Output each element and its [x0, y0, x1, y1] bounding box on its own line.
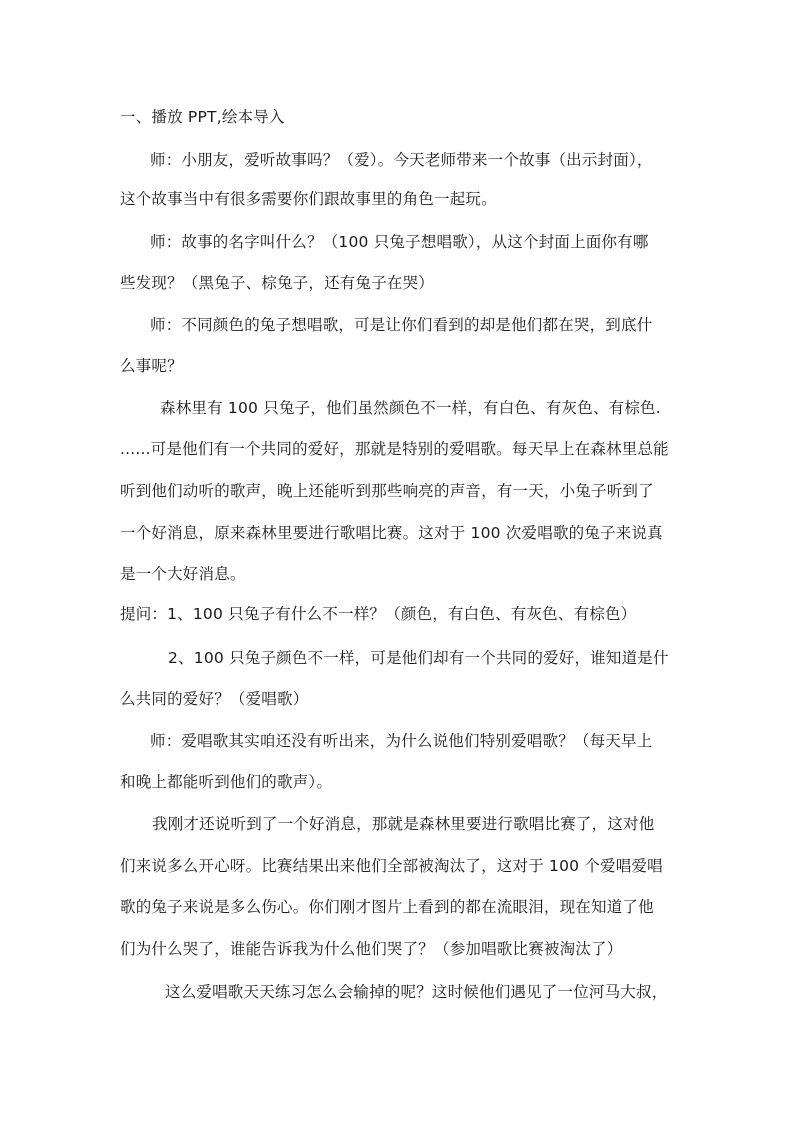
- text-line: 师：小朋友，爱听故事吗？（爱）。今天老师带来一个故事（出示封面），: [150, 151, 653, 169]
- text-line: 我刚才还说听到了一个好消息，那就是森林里要进行歌唱比赛了，这对他: [152, 815, 655, 833]
- text-line: ......可是他们有一个共同的爱好，那就是特别的爱唱歌。每天早上在森林里总能: [120, 440, 669, 458]
- text-line: 师：不同颜色的兔子想唱歌，可是让你们看到的却是他们都在哭，到底什: [150, 316, 653, 334]
- text-line: 这个故事当中有很多需要你们跟故事里的角色一起玩。: [120, 190, 497, 208]
- text-line: 们来说多么开心呀。比赛结果出来他们全部被淘汰了，这对于 100 个爱唱爱唱: [120, 857, 663, 875]
- text-line: 们为什么哭了，谁能告诉我为什么他们哭了？（参加唱歌比赛被淘汰了）: [120, 940, 623, 958]
- text-line: 么事呢？: [120, 357, 183, 375]
- text-line: 么共同的爱好？（爱唱歌）: [120, 690, 309, 708]
- question-line: 提问：1、100 只兔子有什么不一样？（颜色，有白色、有灰色、有棕色）: [120, 605, 637, 623]
- text-line: 和晚上都能听到他们的歌声）。: [120, 773, 333, 791]
- text-line: 歌的兔子来说是多么伤心。你们刚才图片上看到的都在流眼泪，现在知道了他: [120, 898, 654, 916]
- question-line: 2、100 只兔子颜色不一样，可是他们却有一个共同的爱好，谁知道是什: [168, 649, 669, 667]
- text-line: 这么爱唱歌天天练习怎么会输掉的呢？这时候他们遇见了一位河马大叔，: [165, 983, 668, 1001]
- text-line: 森林里有 100 只兔子，他们虽然颜色不一样，有白色、有灰色、有棕色.: [160, 399, 661, 417]
- text-line: 些发现？（黑兔子、棕兔子，还有兔子在哭）: [120, 274, 435, 292]
- text-line: 听到他们动听的歌声，晚上还能听到那些响亮的声音，有一天，小兔子听到了: [120, 482, 654, 500]
- section-heading: 一、播放 PPT,绘本导入: [120, 108, 285, 126]
- text-line: 一个好消息，原来森林里要进行歌唱比赛。这对于 100 次爱唱歌的兔子来说真: [120, 524, 663, 542]
- text-line: 师：故事的名字叫什么？（100 只兔子想唱歌），从这个封面上面你有哪: [150, 233, 649, 251]
- text-line: 是一个大好消息。: [120, 565, 246, 583]
- text-line: 师：爱唱歌其实咱还没有听出来，为什么说他们特别爱唱歌？（每天早上: [150, 732, 653, 750]
